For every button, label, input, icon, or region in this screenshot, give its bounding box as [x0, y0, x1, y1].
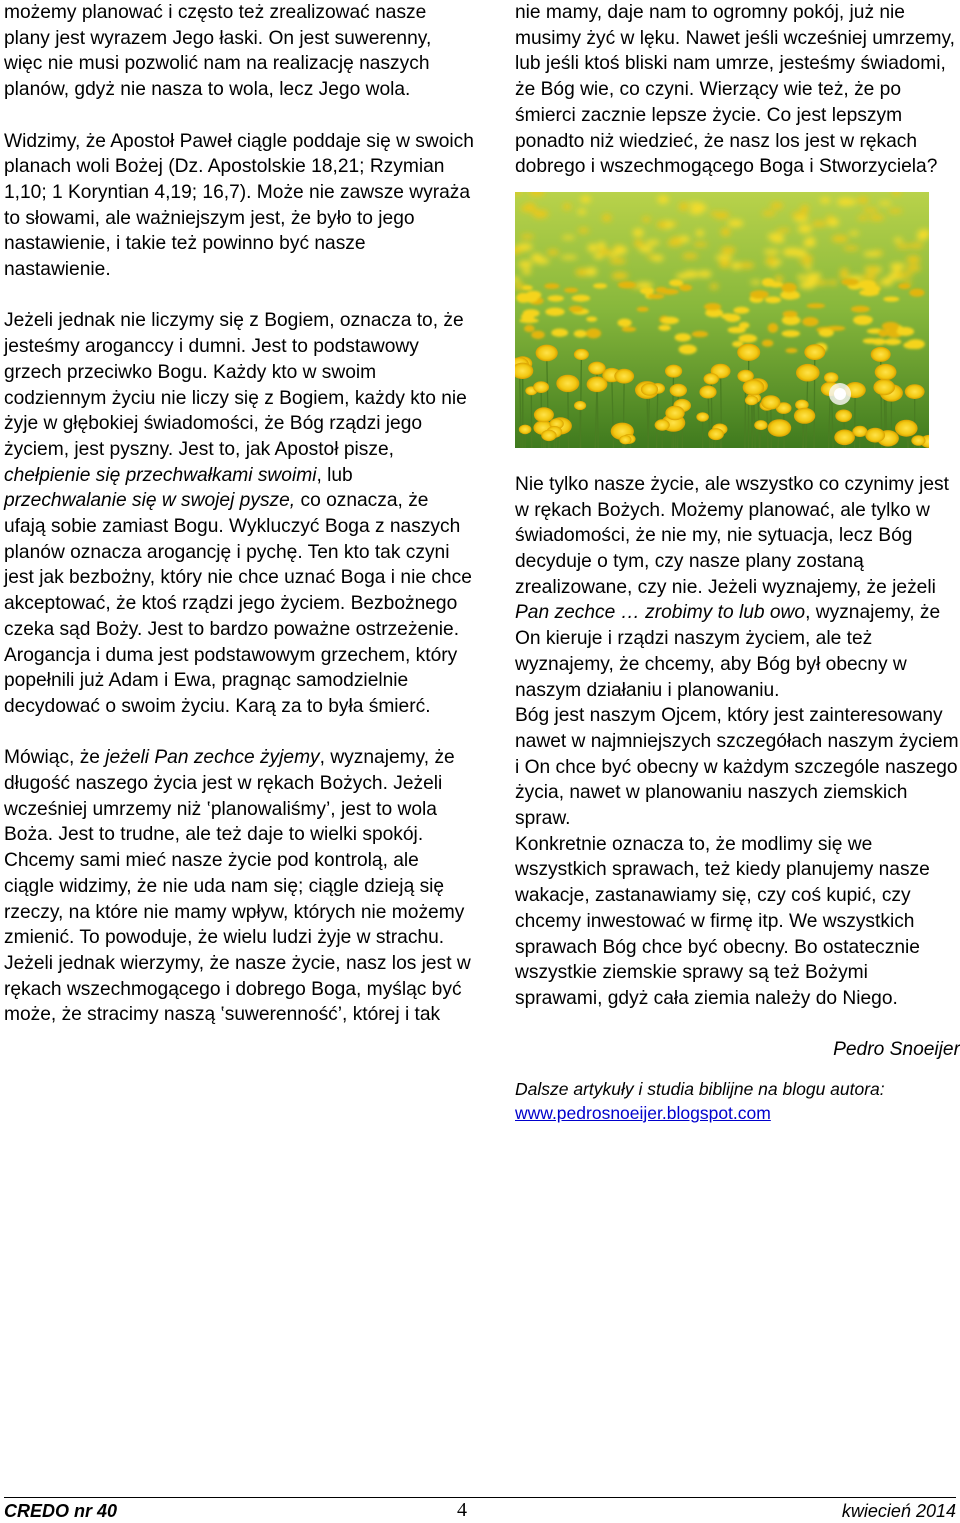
text-run: , wyznajemy, że On kieruje i rządzi naszym życiem, ale też wyznajemy, że chcemy, aby Bóg był obecny w naszym działaniu i planowaniu. [515, 602, 940, 700]
paragraph-control: Chcemy sami mieć nasze życie pod kontrolą, ale ciągle widzimy, że nie uda nam się; ciągle dzieją się rzeczy, na które nie mamy wpływ, których nie możemy zmienić. To powoduje, że wielu ludzi żyje w strachu. Jeżeli jednak wierzymy, że nasze życie, nasz los jest w rękach wszechmogącego i dobrego Boga, myśląc być może, że stracimy naszą ‛suwerenność’, której i tak [4, 848, 474, 1028]
text-run: , wyznajemy, że długość naszego życia jest w rękach Bożych. Jeżeli wcześniej umrzemy niż ‛planowaliśmy’, jest to wola Boża. Jest to trudne, ale też daje to wielki spokój. [4, 747, 455, 845]
text-run: Mówiąc, że [4, 747, 105, 768]
right-column [515, 0, 960, 1125]
paragraph-father: Bóg jest naszym Ojcem, który jest zainteresowany nawet w najmniejszych szczegółach naszym życiem i On chce być obecny w każdym szczególe naszego życia, nawet w planowaniu naszych ziemskich spraw. [515, 703, 960, 832]
emphasis-pride: przechwalanie się w swojej pysze, [4, 490, 295, 511]
paragraph-everything-in-gods-hands [515, 472, 960, 703]
emphasis-if-lord-wills: jeżeli Pan zechce żyjemy [105, 747, 319, 768]
dandelion-meadow-photo [515, 192, 929, 448]
paragraph-peace: nie mamy, daje nam to ogromny pokój, już nie musimy żyć w lęku. Nawet jeśli wcześniej umrzemy, lub jeśli ktoś bliski nam umrze, jesteśmy świadomi, że Bóg wie, co czyni. Wierzący wie też, że po śmierci zacznie lepsze życie. Co jest lepszym ponadto niż wiedzieć, że nasz los jest w rękach dobrego i wszechmogącego Boga i Stworzyciela? [515, 0, 960, 180]
text-run: Jeżeli jednak nie liczymy się z Bogiem, oznacza to, że jesteśmy aroganccy i dumni. Jest to podstawowy grzech przeciwko Bogu. Każdy kto w swoim codziennym życiu nie liczy się z Bogiem, każdy kto nie żyje w głębokiej świadomości, że Bóg rządzi jego życiem, jest pyszny. Jest to, jak Apostoł pisze, [4, 310, 467, 460]
magazine-title: CREDO nr 40 [4, 1501, 117, 1522]
paragraph-planning-grace: możemy planować i często też zrealizować nasze plany jest wyrazem Jego łaski. On jest suwerenny, więc nie musi pozwolić nam na realizację naszych planów, gdyż nie nasza to wola, lecz Jego wola. [4, 0, 474, 103]
paragraph-apostle-paul: Widzimy, że Apostoł Paweł ciągle poddaje się w swoich planach woli Bożej (Dz. Apostolskie 18,21; Rzymian 1,10; 1 Koryntian 4,19; 16,7). Może nie zawsze wyraża to słowami, ale ważniejszym jest, że było to jego nastawienie, i takie też powinno być nasze nastawienie. [4, 129, 474, 283]
blog-link[interactable]: www.pedrosnoeijer.blogspot.com [515, 1103, 771, 1123]
paragraph-prayer: Konkretnie oznacza to, że modlimy się we wszystkich sprawach, też kiedy planujemy nasze wakacje, zastanawiamy się, czy coś kupić, czy chcemy inwestować w firmę itp. We wszystkich sprawach Bóg chce być obecny. Bo ostatecznie wszystkie ziemskie sprawy są też Bożymi sprawami, gdyż cała ziemia należy do Niego. [515, 832, 960, 1012]
page-number: 4 [457, 1499, 467, 1522]
emphasis-boasting: chełpienie się przechwałkami swoimi [4, 465, 316, 486]
paragraph-arrogance [4, 308, 474, 719]
text-run: Nie tylko nasze życie, ale wszystko co czynimy jest w rękach Bożych. Możemy planować, ale tylko w świadomości, że nie my, nie sytuacja, lecz Bóg decyduje o tym, czy nasze plany zostaną zrealizowane, czy nie. Jeżeli wyznajemy, że jeżeli [515, 474, 949, 598]
text-run: , lub [316, 465, 352, 486]
paragraph-lifespan [4, 745, 474, 848]
emphasis-lord-willing: Pan zechce … zrobimy to lub owo [515, 602, 805, 623]
page-footer [4, 1497, 956, 1523]
blog-note: Dalsze artykuły i studia biblijne na blogu autora: [515, 1077, 960, 1101]
text-run: co oznacza, że ufają sobie zamiast Bogu. Wykluczyć Boga z naszych planów oznacza arogancję i pychę. Ten kto tak czyni jest jak bezbożny, który nie chce uznać Boga i nie chce akceptować, że ktoś rządzi jego życiem. Bezbożnego czeka sąd Boży. Jest to bardzo poważne ostrzeżenie. Arogancja i duma jest podstawowym grzechem, który popełnili już Adam i Ewa, pragnąc samodzielnie decydować o swoim życiu. Karą za to była śmierć. [4, 490, 472, 717]
author-name: Pedro Snoeijer [515, 1037, 960, 1063]
left-column [4, 0, 474, 1028]
issue-date: kwiecień 2014 [842, 1501, 956, 1522]
